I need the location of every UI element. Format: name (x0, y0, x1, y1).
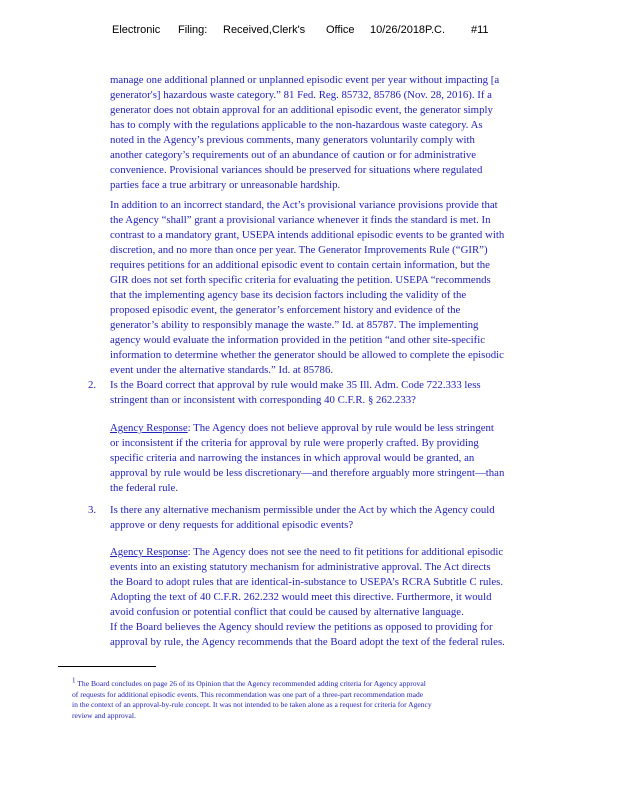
text-line: approval by rule would be less discretionary—and therefore arguably more stringent—than (110, 467, 505, 479)
footnote-marker: 1 (72, 676, 76, 685)
question-3-response (110, 545, 602, 650)
question-3-number: 3. (88, 504, 97, 516)
text-line: convenience. Provisional variances should be preserved for situations where regulated (110, 164, 483, 176)
text-line: approval by rule, the Agency recommends that the Board adopt the text of the federal rules. (110, 636, 505, 648)
text-line: GIR does not set forth specific criteria for evaluating the petition. USEPA “recommends (110, 274, 491, 286)
text-line: manage one additional planned or unplanned episodic event per year without impacting [a (110, 74, 500, 86)
text-line: the federal rule. (110, 482, 179, 494)
text-line: Is the Board correct that approval by rule would make 35 Ill. Adm. Code 722.333 less (110, 379, 481, 391)
text-line: parties face a true arbitrary or unreasonable hardship. (110, 179, 341, 191)
header-filing: Filing: (178, 24, 208, 36)
footnote-divider (58, 666, 156, 667)
header-electronic: Electronic (112, 24, 161, 36)
text-line: the Agency “shall” grant a provisional variance whenever it finds the standard is met. In (110, 214, 491, 226)
text-line: agency would evaluate the information provided in the petition “and other site-specific (110, 334, 486, 346)
text-line: Adopting the text of 40 C.F.R. 262.232 would meet this directive. Furthermore, it would (110, 591, 492, 603)
text-line (110, 421, 602, 436)
response-first-line: : The Agency does not believe approval by rule would be less stringent (187, 422, 494, 434)
text-line: has to comply with the regulations applicable to the non-hazardous waste category. As (110, 119, 483, 131)
text-line: event under the alternative standards.” Id. at 85786. (110, 364, 334, 376)
text-line: review and approval. (72, 711, 136, 721)
text-line: in the context of an approval-by-rule concept. It was not intended to be taken alone as a request for criteria for Agency (72, 700, 432, 710)
question-3 (110, 503, 602, 533)
header-office: Office (326, 24, 355, 36)
text-line (110, 545, 602, 560)
text-line: generator's] hazardous waste category.” 81 Fed. Reg. 85732, 85786 (Nov. 28, 2016). If a (110, 89, 492, 101)
text-line: noted in the Agency’s previous comments, many generators voluntarily comply with (110, 134, 475, 146)
text-line: generator does not obtain approval for an additional episodic event, the generator simply (110, 104, 493, 116)
header-number: #11 (471, 24, 489, 36)
text-line: events into an existing statutory mechanism for administrative approval. The Act directs (110, 561, 491, 573)
agency-response-label: Agency Response (110, 422, 188, 434)
text-line: that the implementing agency base its decision factors including the validity of the (110, 289, 467, 301)
text-line: the Board to adopt rules that are identical-in-substance to USEPA’s RCRA Subtitle C rules. (110, 576, 504, 588)
header-received-clerk: Received,Clerk's (223, 24, 306, 36)
agency-response-label: Agency Response (110, 546, 188, 558)
text-line: $^1$ The Board concludes on page 26 of its Opinion that the Agency recommended adding criteria for Agency approval (72, 676, 426, 688)
text-line: of requests for additional episodic events. This recommendation was one part of a three-part recommendation made (72, 689, 424, 699)
text-line: proposed episodic event, the generator’s enforcement history and evidence of the (110, 304, 461, 316)
text-line: or inconsistent if the criteria for approval by rule were properly crafted. By providing (110, 437, 479, 449)
paragraph-variances (110, 73, 602, 193)
text-line: specific criteria and narrowing the instances in which approval would be granted, an (110, 452, 475, 464)
text-line: discretion, and no more than once per year. The Generator Improvements Rule (“GIR”) (110, 244, 488, 256)
response-first-line: : The Agency does not see the need to fit petitions for additional episodic (187, 546, 504, 558)
text-line: requires petitions for an additional episodic event to contain certain information, but the (110, 259, 490, 271)
text-line: Is there any alternative mechanism permissible under the Act by which the Agency could (110, 504, 495, 516)
text-line: If the Board believes the Agency should review the petitions as opposed to providing for (110, 621, 493, 633)
paragraph-incorrect-standard (110, 198, 602, 378)
text-line: contrast to a mandatory grant, USEPA intends additional episodic events to be granted with (110, 229, 505, 241)
footnote (72, 676, 572, 722)
header-date: 10/26/2018P.C. (370, 24, 446, 36)
text-line: information to determine whether the generator should be allowed to complete the episodic (110, 349, 504, 361)
text-line: avoid confusion or potential conflict that could be caused by alternative language. (110, 606, 464, 618)
question-2 (110, 378, 602, 408)
text-line: another category’s requirements out of an abundance of caution or for administrative (110, 149, 477, 161)
text-line: stringent than or inconsistent with corresponding 40 C.F.R. § 262.233? (110, 394, 416, 406)
question-2-number: 2. (88, 379, 97, 391)
text-line: approve or deny requests for additional episodic events? (110, 519, 354, 531)
question-2-response (110, 421, 602, 496)
text-line: generator’s ability to responsibly manage the waste.” Id. at 85787. The implementing (110, 319, 479, 331)
text-line: In addition to an incorrect standard, the Act’s provisional variance provisions provide that (110, 199, 498, 211)
